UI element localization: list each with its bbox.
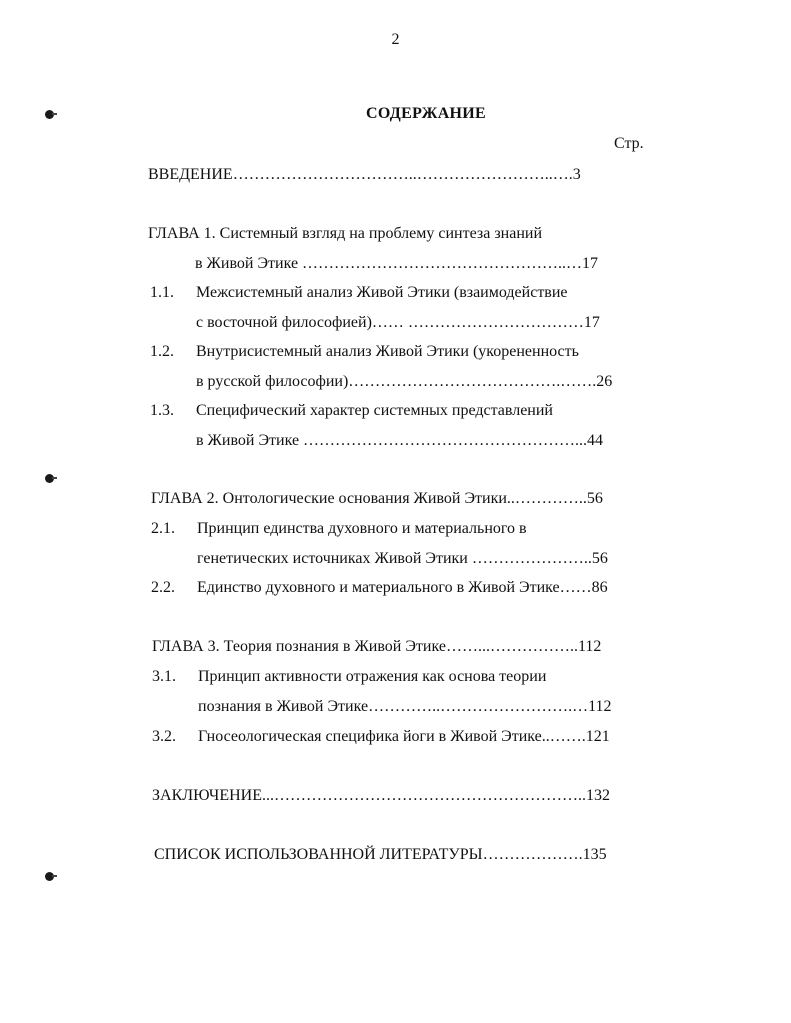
hole-mark-middle xyxy=(45,474,54,483)
toc-chapter-1-line-1: ГЛАВА 1. Системный взгляд на проблему синтеза знаний xyxy=(148,225,542,242)
section-number: 1.2. xyxy=(150,343,174,360)
section-number: 1.3. xyxy=(150,402,174,419)
section-number: 2.2. xyxy=(151,579,175,596)
toc-section-2-1-line-1 xyxy=(151,519,527,539)
section-title: Единство духовного и материального в Живой Этике……86 xyxy=(197,579,608,596)
toc-chapter-1-line-2: в Живой Этике …………………………………………..…17 xyxy=(195,255,599,272)
page-title: СОДЕРЖАНИЕ xyxy=(365,105,487,122)
section-number: 1.1. xyxy=(150,284,174,301)
section-title: Принцип активности отражения как основа теории xyxy=(198,668,547,685)
page-number: 2 xyxy=(391,31,400,48)
hole-mark-bottom xyxy=(45,872,54,881)
toc-section-1-3-line-1 xyxy=(150,401,553,421)
toc-section-3-1-line-2: познания в Живой Этике…………..…………………….…112 xyxy=(198,698,612,715)
toc-section-1-1-line-2: с восточной философией)…… ……………………………17 xyxy=(196,314,600,331)
section-title: Межсистемный анализ Живой Этики (взаимодействие xyxy=(196,284,568,301)
section-title: Специфический характер системных представлений xyxy=(196,402,553,419)
section-number: 3.2. xyxy=(152,728,176,745)
toc-conclusion: ЗАКЛЮЧЕНИЕ...…………………………………………………..132 xyxy=(152,787,610,804)
toc-chapter-3: ГЛАВА 3. Теория познания в Живой Этике……...……………..112 xyxy=(152,638,602,655)
toc-section-1-2-line-2: в русской философии)………………………………….…….26 xyxy=(196,373,613,390)
toc-section-2-1-line-2: генетических источниках Живой Этики …………………..56 xyxy=(197,550,608,567)
section-number: 2.1. xyxy=(151,520,175,537)
toc-bibliography: СПИСОК ИСПОЛЬЗОВАННОЙ ЛИТЕРАТУРЫ……………….135 xyxy=(154,846,607,863)
section-title: Внутрисистемный анализ Живой Этики (укорененность xyxy=(196,343,579,360)
toc-chapter-2: ГЛАВА 2. Онтологические основания Живой Этики..…………..56 xyxy=(151,490,603,507)
section-number: 3.1. xyxy=(152,668,176,685)
toc-section-1-1-line-1 xyxy=(150,283,568,303)
page-column-label: Стр. xyxy=(614,135,644,152)
toc-section-1-3-line-2: в Живой Этике ……………………………………………...44 xyxy=(196,432,604,449)
toc-section-1-2-line-1 xyxy=(150,342,579,362)
toc-section-3-1-line-1 xyxy=(152,667,546,687)
toc-section-2-2 xyxy=(151,578,608,598)
section-title: Гносеологическая специфика йоги в Живой Этике..…….121 xyxy=(198,728,610,745)
toc-section-3-2 xyxy=(152,727,610,747)
section-title: Принцип единства духовного и материального в xyxy=(197,520,527,537)
hole-mark-top xyxy=(45,110,54,119)
toc-introduction: ВВЕДЕНИЕ……………………………..……………………..….3 xyxy=(148,166,581,183)
